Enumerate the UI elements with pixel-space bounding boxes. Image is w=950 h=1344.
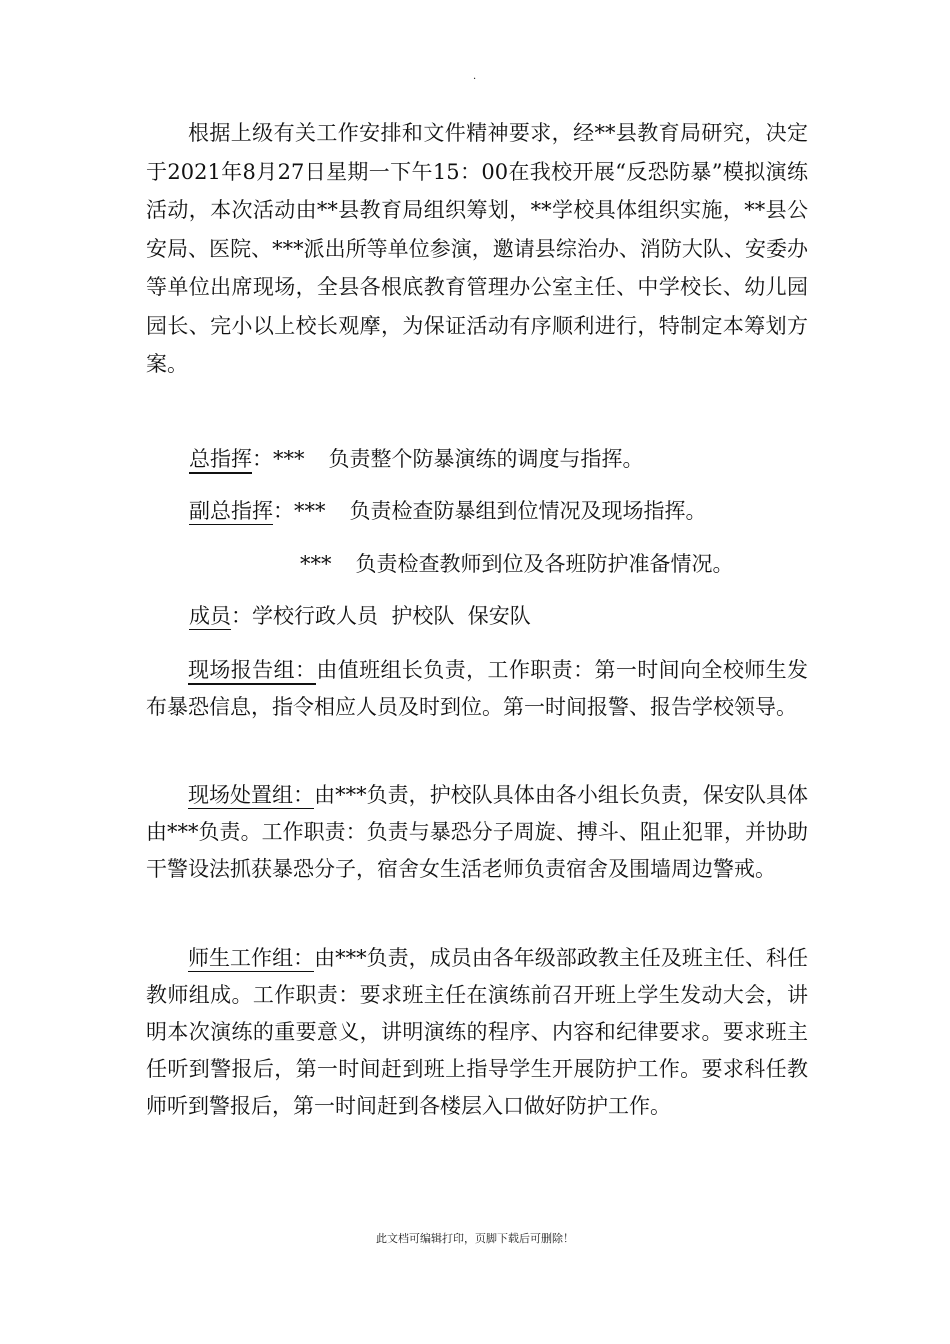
group-disposal-paragraph bbox=[146, 777, 808, 888]
page-footer: 此文档可编辑打印，页脚下载后可删除！ bbox=[376, 1232, 574, 1245]
deputy-line bbox=[189, 496, 707, 526]
group-report-label: 现场报告组： bbox=[188, 658, 316, 685]
group-report-paragraph bbox=[146, 652, 808, 726]
group-staff-text: 由***负责，成员由各年级部政教主任及班主任、科任教师组成。工作职责：要求班主任在演练前召开班上学生发动大会，讲明本次演练的重要意义，讲明演练的程序、内容和纪律要求。要求班主任听到警报后，第一时间赶到班上指导学生开展防护工作。要求科任教师听到警报后，第一时间赶到各楼层入口做好防护工作。 bbox=[146, 946, 809, 1118]
group-disposal-label: 现场处置组： bbox=[188, 783, 315, 807]
commander-label: 总指挥 bbox=[189, 447, 252, 474]
members-line bbox=[189, 601, 531, 631]
members-text: 学校行政人员 护校队 保安队 bbox=[252, 604, 531, 628]
group-staff-paragraph bbox=[146, 940, 808, 1125]
deputy-label: 副总指挥 bbox=[189, 499, 273, 523]
group-disposal-text: 由***负责，护校队具体由各小组长负责，保安队具体由***负责。工作职责：负责与暴恐分子周旋、搏斗、阻止犯罪，并协助干警设法抓获暴恐分子，宿舍女生活老师负责宿舍及围墙周边警戒。 bbox=[146, 783, 809, 881]
deputy-name: *** bbox=[294, 499, 326, 523]
intro-paragraph: 根据上级有关工作安排和文件精神要求，经**县教育局研究，决定于2021年8月27日星期一下午15：00在我校开展“反恐防暴”模拟演练活动，本次活动由**县教育局组织筹划，**学校具体组织实施，**县公安局、医院、***派出所等单位参演，邀请县综治办、消防大队、安委办等单位出席现场，全县各根底教育管理办公室主任、中学校长、幼儿园园长、完小以上校长观摩，为保证活动有序顺利进行，特制定本筹划方案。 bbox=[146, 121, 808, 376]
commander-line bbox=[189, 444, 644, 474]
commander-name: *** bbox=[273, 447, 305, 471]
deputy-sep: ： bbox=[273, 499, 294, 523]
commander-duty: 负责整个防暴演练的调度与指挥。 bbox=[328, 447, 644, 471]
deputy2-name: *** bbox=[300, 552, 332, 576]
header-mark: . bbox=[473, 71, 477, 82]
group-report-text: 由值班组长负责，工作职责：第一时间向全校师生发布暴恐信息，指令相应人员及时到位。第一时间报警、报告学校领导。 bbox=[146, 658, 809, 719]
members-label: 成员 bbox=[189, 604, 231, 628]
deputy-duty: 负责检查防暴组到位情况及现场指挥。 bbox=[349, 499, 707, 523]
commander-sep: ： bbox=[252, 447, 273, 471]
group-staff-label: 师生工作组： bbox=[188, 946, 315, 970]
deputy2-duty: 负责检查教师到位及各班防护准备情况。 bbox=[355, 552, 734, 576]
deputy2-line bbox=[300, 549, 734, 579]
members-sep: ： bbox=[231, 604, 252, 628]
